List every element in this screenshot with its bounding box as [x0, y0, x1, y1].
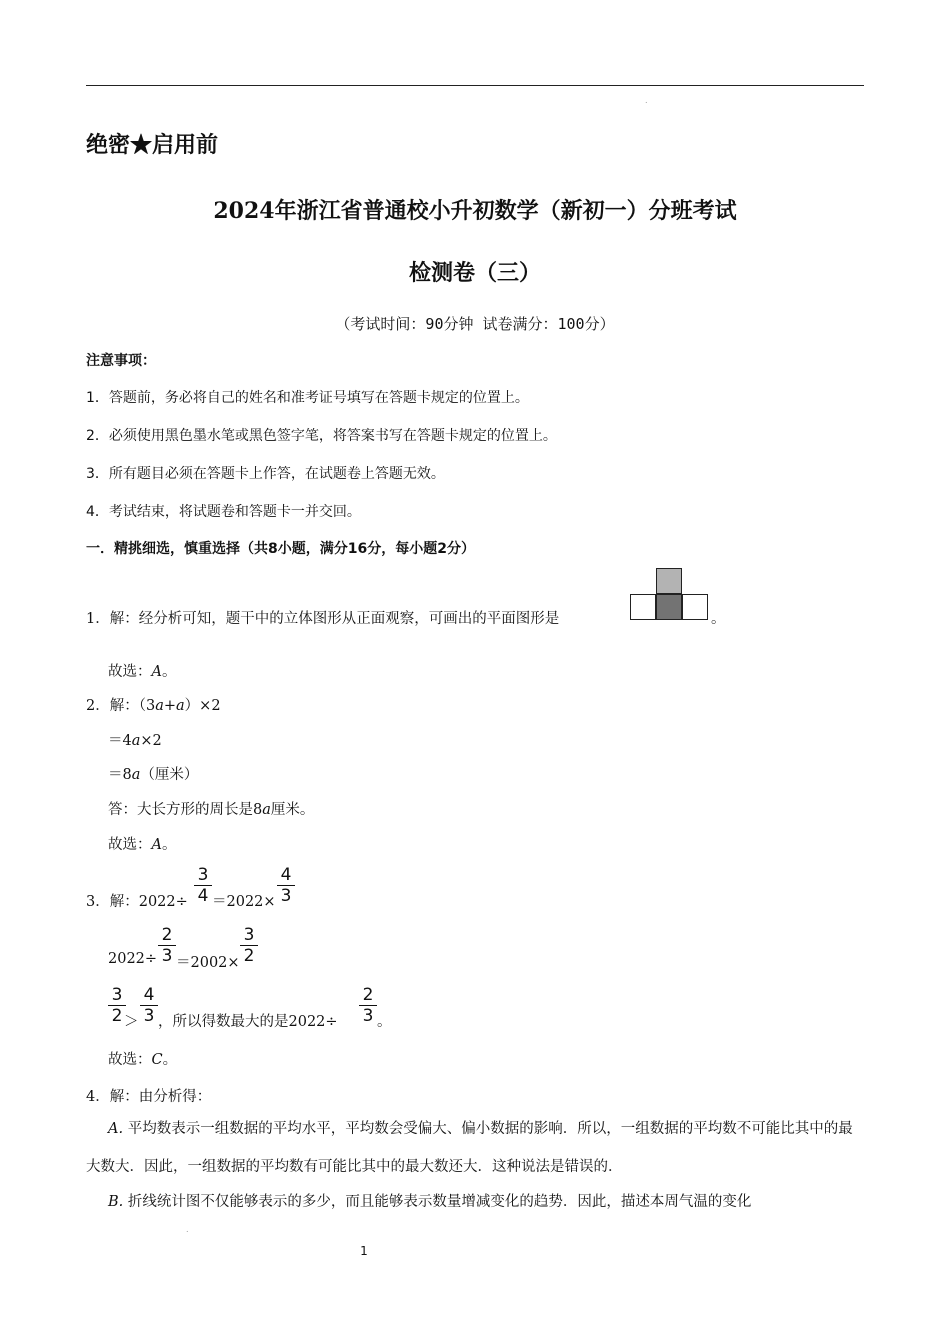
note-item-4: 4．考试结束，将试题卷和答题卡一并交回。 [86, 504, 361, 520]
q3-l1-a: 3．解：2022÷ [86, 894, 188, 910]
notes-heading: 注意事项： [86, 353, 156, 369]
fraction-4-3-compare [140, 986, 158, 1025]
speck: . [645, 96, 648, 105]
q4-a-letter: A. [108, 1121, 124, 1137]
note-item-3: 3．所有题目必须在答题卡上作答，在试题卷上答题无效。 [86, 466, 445, 482]
q1-answer [108, 660, 176, 681]
q3-answer [108, 1048, 177, 1069]
q1-after: 。 [711, 611, 726, 627]
q4-option-b [86, 1183, 864, 1221]
section1-heading: 一．精挑细选，慎重选择（共8小题，满分16分，每小题2分） [86, 541, 475, 557]
q2-l4-suffix: 厘米。 [270, 802, 315, 818]
q2-answer-suffix: 。 [161, 837, 177, 853]
frac-num: 2 [161, 925, 173, 945]
q2-l4-prefix: 答：大长方形的周长是8 [108, 802, 263, 818]
frac-num: 3 [197, 865, 209, 885]
frac-den: 3 [143, 1006, 155, 1026]
q2-line3 [108, 763, 198, 784]
speck: . [186, 1225, 189, 1234]
q2-line4 [108, 798, 314, 819]
fraction-3-2 [240, 926, 258, 965]
q3-answer-letter: C [151, 1052, 163, 1068]
frac-den: 3 [362, 1006, 374, 1026]
q1-line: 1．解：经分析可知，题干中的立体图形从正面观察，可画出的平面图形是 [86, 611, 560, 627]
q3-l2-b: ＝2002× [176, 955, 240, 971]
frac-den: 2 [111, 1006, 123, 1026]
q2-l2-prefix: ＝4 [108, 733, 132, 749]
q2-line2 [108, 729, 162, 750]
q2-l1-var1: a [155, 698, 164, 714]
q2-l3-suffix: （厘米） [140, 767, 199, 783]
q2-answer-prefix: 故选： [108, 837, 152, 853]
frac-den: 3 [161, 946, 173, 966]
q2-l2-var: a [131, 733, 141, 749]
q2-l1-suffix: ）×2 [184, 698, 221, 714]
figure-top-cell [656, 568, 682, 594]
page-number: 1 [360, 1244, 368, 1258]
frac-den: 3 [280, 886, 292, 906]
q3-l2-a: 2022÷ [108, 951, 158, 967]
note-item-2: 2．必须使用黑色墨水笔或黑色签字笔，将答案书写在答题卡规定的位置上。 [86, 428, 557, 444]
frac-den: 4 [197, 886, 209, 906]
q4-b-text: 折线统计图不仅能够表示的多少，而且能够表示数量增减变化的趋势．因此，描述本周气温的变化 [123, 1194, 752, 1210]
frac-num: 3 [111, 985, 123, 1005]
greater-than-sign: ＞ [124, 1014, 139, 1030]
exam-title: 2024年浙江省普通校小升初数学（新初一）分班考试 [213, 198, 737, 224]
q4-b-letter: B. [108, 1194, 124, 1210]
fraction-2-3 [158, 926, 176, 965]
exam-subtitle: 检测卷（三） [408, 260, 541, 286]
q2-l3-var: a [131, 767, 141, 783]
q1-text [86, 607, 559, 628]
q2-answer-letter: A [151, 837, 162, 853]
fraction-3-4 [194, 866, 212, 905]
q2-l4-var: a [262, 802, 271, 818]
q4-a-text: 平均数表示一组数据的平均水平，平均数会受偏大、偏小数据的影响．所以，一组数据的平均数不可能比其中的最大数大．因此，一组数据的平均数有可能比其中的最大数还大．这种说法是错误的． [86, 1121, 853, 1175]
frac-den: 2 [243, 946, 255, 966]
secret-mark: 绝密★启用前 [86, 132, 219, 158]
q2-l1-plus: + [163, 698, 177, 714]
front-view-figure [630, 568, 712, 624]
q2-answer [108, 833, 176, 854]
note-item-1: 1．答题前，务必将自己的姓名和准考证号填写在答题卡规定的位置上。 [86, 390, 529, 406]
q2-l1-prefix: 2．解：（3 [86, 698, 156, 714]
frac-num: 2 [362, 985, 374, 1005]
figure-left-cell [630, 594, 656, 620]
q4-option-a [86, 1110, 864, 1186]
q1-answer-prefix: 故选： [108, 664, 152, 680]
exam-info: （考试时间：90分钟 试卷满分：100分） [335, 315, 615, 333]
q1-answer-suffix: 。 [161, 664, 177, 680]
q3-answer-prefix: 故选： [108, 1052, 152, 1068]
q1-answer-letter: A [151, 664, 162, 680]
figure-right-cell [682, 594, 708, 620]
q2-l2-suffix: ×2 [140, 733, 162, 749]
q3-l3-b: ，所以得数最大的是2022÷ [158, 1014, 338, 1030]
frac-num: 4 [143, 985, 155, 1005]
q3-answer-suffix: 。 [162, 1052, 178, 1068]
fraction-4-3 [277, 866, 295, 905]
q3-l1-b: ＝2022× [212, 894, 276, 910]
fraction-2-3-result [359, 986, 377, 1025]
q2-line1 [86, 694, 221, 715]
q2-l1-var2: a [176, 698, 185, 714]
frac-num: 4 [280, 865, 292, 885]
q2-l3-prefix: ＝8 [108, 767, 132, 783]
frac-num: 3 [243, 925, 255, 945]
top-rule [86, 85, 864, 86]
figure-middle-cell [656, 594, 682, 620]
q3-l3-c: 。 [377, 1014, 392, 1030]
q4-line1: 4．解：由分析得： [86, 1089, 212, 1105]
